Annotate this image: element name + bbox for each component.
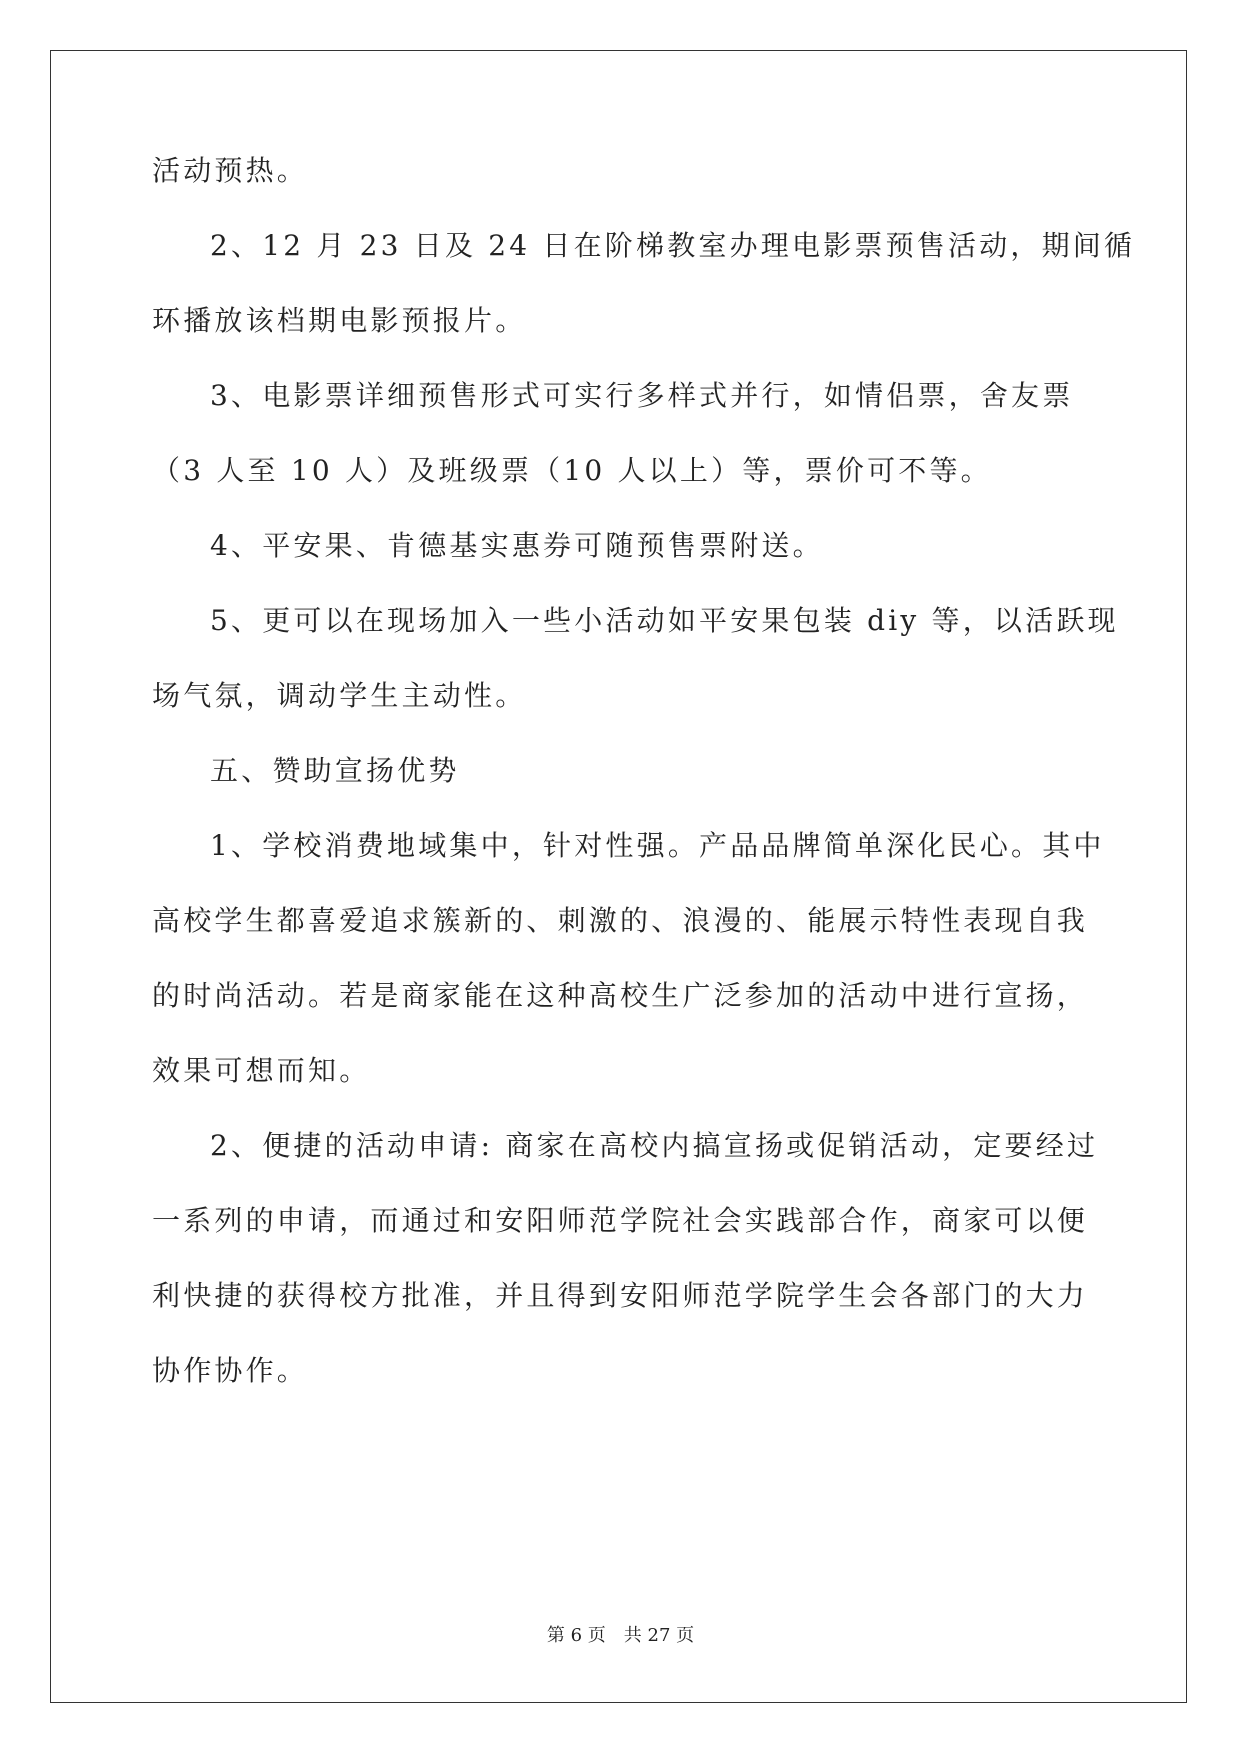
text-line-advantage-2-cont: 一系列的申请，而通过和安阳师范学院社会实践部合作，商家可以便 — [152, 1204, 1089, 1237]
text-line-item-5: 5、更可以在现场加入一些小活动如平安果包装 diy 等，以活跃现 — [210, 604, 1119, 637]
page-number-footer — [0, 1625, 1241, 1647]
text-line-item-5-cont: 场气氛，调动学生主动性。 — [152, 679, 527, 712]
text-line-advantage-2-cont: 利快捷的获得校方批准，并且得到安阳师范学院学生会各部门的大力 — [152, 1279, 1089, 1312]
page-border — [50, 50, 1187, 1703]
text-line-item-2: 2、12 月 23 日及 24 日在阶梯教室办理电影票预售活动，期间循 — [210, 229, 1136, 262]
text-line-item-3-cont: （3 人至 10 人）及班级票（10 人以上）等，票价可不等。 — [152, 454, 992, 487]
text-line-item-2-cont: 环播放该档期电影预报片。 — [152, 304, 527, 337]
text-line-item-3: 3、电影票详细预售形式可实行多样式并行，如情侣票，舍友票 — [210, 379, 1074, 412]
text-line-advantage-1: 1、学校消费地域集中，针对性强。产品品牌简单深化民心。其中 — [210, 829, 1105, 862]
text-line-advantage-2-cont: 协作协作。 — [152, 1354, 309, 1387]
text-line-advantage-1-cont: 效果可想而知。 — [152, 1054, 371, 1087]
section-heading: 五、赞助宣扬优势 — [210, 754, 460, 787]
text-line-item-4: 4、平安果、肯德基实惠券可随预售票附送。 — [210, 529, 824, 562]
page-number-label: 第 6 页 共 27 页 — [546, 1625, 695, 1646]
text-line-continuation: 活动预热。 — [152, 154, 309, 187]
text-line-advantage-1-cont: 的时尚活动。若是商家能在这种高校生广泛参加的活动中进行宣扬， — [152, 979, 1089, 1012]
text-line-advantage-1-cont: 高校学生都喜爱追求簇新的、刺激的、浪漫的、能展示特性表现自我 — [152, 904, 1089, 937]
text-line-advantage-2: 2、便捷的活动申请: 商家在高校内搞宣扬或促销活动，定要经过 — [210, 1129, 1099, 1162]
